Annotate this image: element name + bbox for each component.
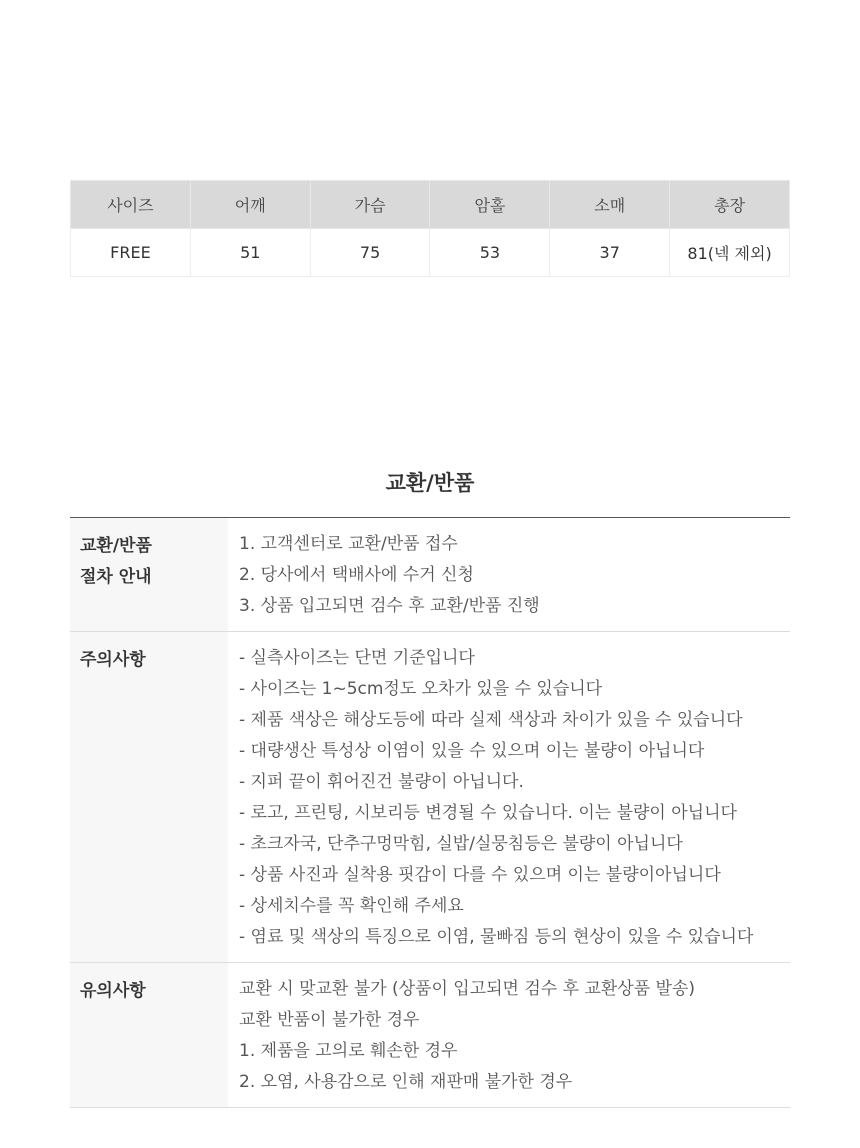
procedure-row <box>70 518 790 632</box>
caution-item: - 대량생산 특성상 이염이 있을 수 있으며 이는 불량이 아닙니다 <box>239 741 705 761</box>
header-cell-shoulder: 어깨 <box>190 181 310 229</box>
header-cell-armhole: 암홀 <box>430 181 550 229</box>
notice-row <box>70 963 790 1108</box>
notice-label <box>70 963 228 1107</box>
procedure-step: 2. 당사에서 택배사에 수거 신청 <box>239 565 474 585</box>
caution-item: - 상품 사진과 실착용 핏감이 다를 수 있으며 이는 불량이아닙니다 <box>239 865 721 885</box>
caution-item: - 염료 및 색상의 특징으로 이염, 물빠짐 등의 현상이 있을 수 있습니다 <box>239 927 754 947</box>
caution-body <box>228 632 790 962</box>
size-cell-sleeve: 37 <box>550 229 670 277</box>
notice-item: 교환 반품이 불가한 경우 <box>239 1010 420 1030</box>
size-cell-length: 81(넥 제외) <box>670 229 790 277</box>
exchange-info-table <box>70 517 790 1108</box>
procedure-label-line: 절차 안내 <box>80 567 152 587</box>
notice-item: 2. 오염, 사용감으로 인해 재판매 불가한 경우 <box>239 1072 573 1092</box>
header-cell-sleeve: 소매 <box>550 181 670 229</box>
caution-item: - 로고, 프린팅, 시보리등 변경될 수 있습니다. 이는 불량이 아닙니다 <box>239 803 737 823</box>
caution-row <box>70 632 790 963</box>
header-cell-chest: 가슴 <box>310 181 430 229</box>
caution-label-line: 주의사항 <box>80 650 146 670</box>
notice-item: 1. 제품을 고의로 훼손한 경우 <box>239 1041 458 1061</box>
procedure-label-line: 교환/반품 <box>80 536 152 556</box>
size-table-row <box>71 229 790 277</box>
caution-item: - 실측사이즈는 단면 기준입니다 <box>239 648 475 668</box>
caution-item: - 제품 색상은 해상도등에 따라 실제 색상과 차이가 있을 수 있습니다 <box>239 710 743 730</box>
caution-label <box>70 632 228 962</box>
size-cell-chest: 75 <box>310 229 430 277</box>
exchange-section-title: 교환/반품 <box>385 471 475 495</box>
header-cell-length: 총장 <box>670 181 790 229</box>
procedure-label <box>70 518 228 631</box>
size-cell-armhole: 53 <box>430 229 550 277</box>
caution-item: - 상세치수를 꼭 확인해 주세요 <box>239 896 464 916</box>
caution-item: - 사이즈는 1~5cm정도 오차가 있을 수 있습니다 <box>239 679 603 699</box>
header-cell-size: 사이즈 <box>71 181 191 229</box>
caution-item: - 지퍼 끝이 휘어진건 불량이 아닙니다. <box>239 772 524 792</box>
size-table <box>70 180 790 277</box>
procedure-step: 1. 고객센터로 교환/반품 접수 <box>239 534 458 554</box>
procedure-step: 3. 상품 입고되면 검수 후 교환/반품 진행 <box>239 596 540 616</box>
caution-item: - 초크자국, 단추구멍막힘, 실밥/실뭉침등은 불량이 아닙니다 <box>239 834 683 854</box>
notice-label-line: 유의사항 <box>80 981 146 1001</box>
notice-item: 교환 시 맞교환 불가 (상품이 입고되면 검수 후 교환상품 발송) <box>239 979 696 999</box>
size-cell-shoulder: 51 <box>190 229 310 277</box>
notice-body <box>228 963 790 1107</box>
size-table-header-row <box>71 181 790 229</box>
size-cell-name: FREE <box>71 229 191 277</box>
procedure-body <box>228 518 790 631</box>
